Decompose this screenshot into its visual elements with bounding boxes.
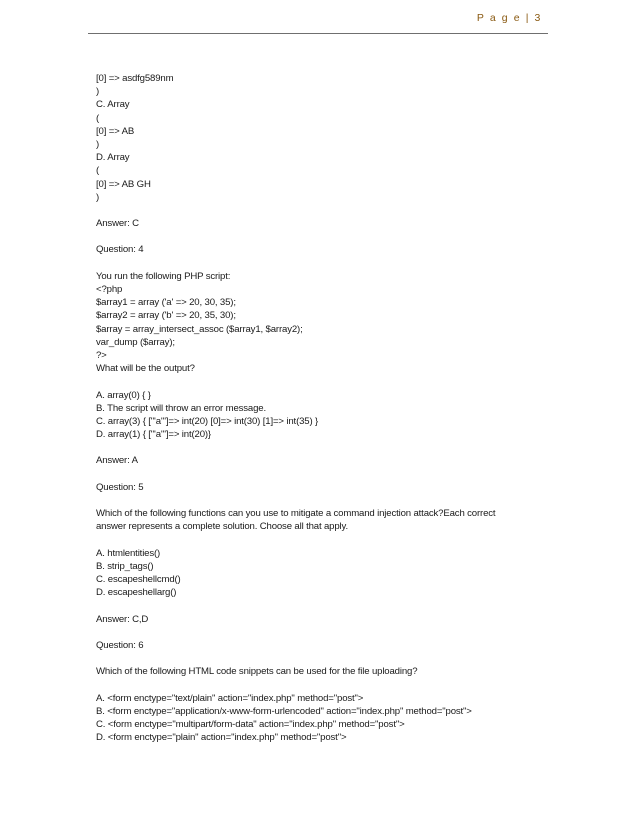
code-line: var_dump ($array); <box>96 336 175 348</box>
document-body <box>96 72 546 745</box>
question-text: What will be the output? <box>96 363 195 375</box>
code-line: [0] => asdfg589nm <box>96 73 174 84</box>
code-line: $array1 = array ('a' => 20, 30, 35); <box>96 297 236 309</box>
blank-line <box>96 626 546 639</box>
answer-line: Answer: C,D <box>96 613 149 625</box>
option-line: B. strip_tags() <box>96 560 154 572</box>
option-line: D. array(1) { ["'a'"]=> int(20)} <box>96 429 211 441</box>
blank-line <box>96 468 546 481</box>
blank-line <box>96 375 546 388</box>
option-line: B. The script will throw an error message. <box>96 402 267 414</box>
blank-line <box>96 679 546 692</box>
code-line: [0] => AB GH <box>96 178 151 190</box>
option-line: A. array(0) { } <box>96 389 151 401</box>
code-line: $array2 = array ('b' => 20, 35, 30); <box>96 310 236 322</box>
code-line: ) <box>96 138 100 150</box>
option-line: C. Array <box>96 99 130 111</box>
code-line: $array = array_intersect_assoc ($array1, $array2); <box>96 323 303 335</box>
option-line: C. array(3) { ["'a'"]=> int(20) [0]=> int(30) [1]=> int(35) } <box>96 415 319 427</box>
question-heading: Question: 4 <box>96 244 144 256</box>
blank-line <box>96 230 546 243</box>
code-line: <?php <box>96 284 123 295</box>
option-line: A. htmlentities() <box>96 547 161 559</box>
option-line: D. Array <box>96 152 130 164</box>
option-line: A. <form enctype="text/plain" action="index.php" method="post"> <box>96 692 364 704</box>
answer-line: Answer: C <box>96 218 139 230</box>
blank-line <box>96 494 546 507</box>
option-line: B. <form enctype="application/x-www-form-urlencoded" action="index.php" method="post"> <box>96 706 472 717</box>
question-heading: Question: 6 <box>96 640 144 652</box>
blank-line <box>96 204 546 217</box>
answer-line: Answer: A <box>96 455 138 467</box>
code-line: ?> <box>96 349 107 361</box>
question-text: answer represents a complete solution. Choose all that apply. <box>96 521 348 533</box>
question-heading: Question: 5 <box>96 481 144 493</box>
option-line: C. escapeshellcmd() <box>96 574 181 586</box>
question-text: Which of the following HTML code snippets can be used for the file uploading? <box>96 666 418 678</box>
code-line: ( <box>96 165 100 177</box>
code-line: [0] => AB <box>96 125 135 137</box>
code-line: ) <box>96 86 100 98</box>
page-number-header: P a g e | 3 <box>476 12 542 24</box>
header-divider <box>88 33 548 34</box>
blank-line <box>96 652 546 665</box>
question-text: Which of the following functions can you use to mitigate a command injection attack?Each correct <box>96 508 496 520</box>
option-line: D. <form enctype="plain" action="index.php" method="post"> <box>96 732 347 744</box>
blank-line <box>96 441 546 454</box>
blank-line <box>96 257 546 270</box>
option-line: D. escapeshellarg() <box>96 587 177 599</box>
code-line: ) <box>96 191 100 203</box>
blank-line <box>96 600 546 613</box>
code-line: ( <box>96 112 100 124</box>
blank-line <box>96 534 546 547</box>
option-line: C. <form enctype="multipart/form-data" action="index.php" method="post"> <box>96 719 405 731</box>
question-text: You run the following PHP script: <box>96 270 231 282</box>
